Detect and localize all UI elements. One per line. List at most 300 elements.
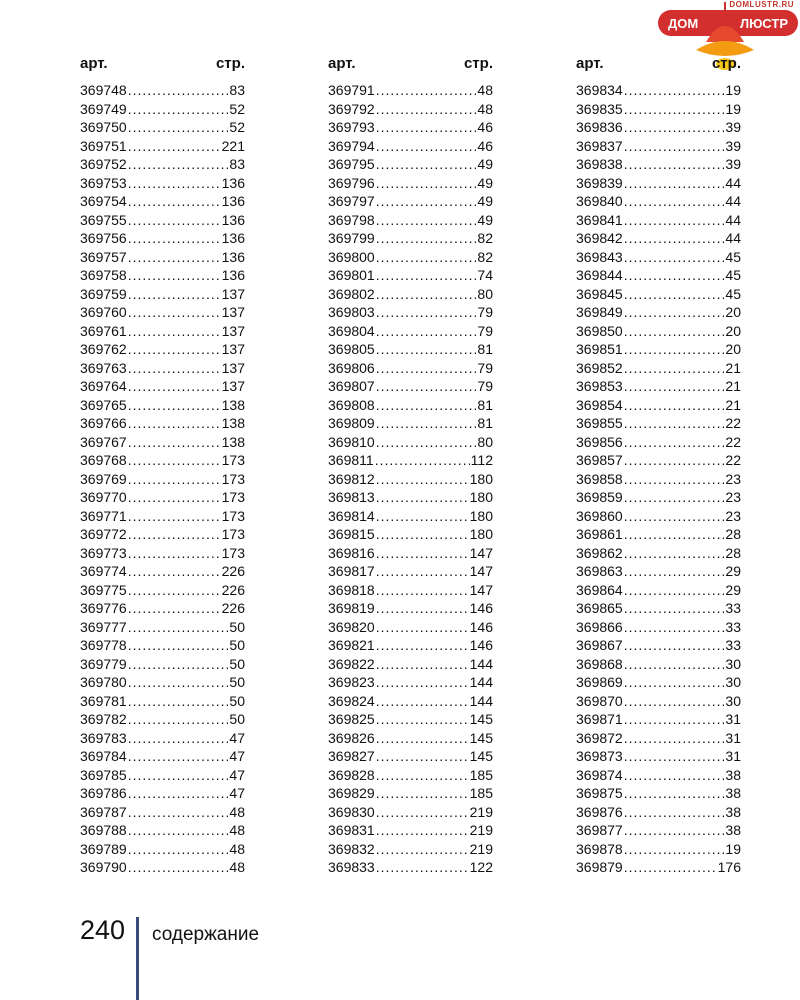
article-number: 369819: [328, 600, 375, 616]
dot-leader: [624, 303, 725, 322]
article-number: 369797: [328, 193, 375, 209]
index-row: [576, 747, 741, 766]
index-row: [576, 359, 741, 378]
dot-leader: [128, 599, 221, 618]
index-row: [576, 192, 741, 211]
page-ref: 79: [477, 359, 493, 376]
article-number: 369790: [80, 859, 127, 875]
dot-leader: [624, 211, 725, 230]
article-number: 369843: [576, 248, 623, 265]
index-row: [80, 766, 245, 785]
page-ref: 147: [469, 563, 493, 579]
index-row: [80, 618, 245, 637]
page-ref: 138: [221, 433, 245, 450]
dot-leader: [376, 636, 469, 655]
dot-leader: [128, 710, 229, 729]
dot-leader: [128, 137, 221, 156]
page-ref: 46: [477, 119, 493, 135]
dot-leader: [376, 211, 477, 230]
index-row: [328, 599, 493, 618]
article-number: 369807: [328, 378, 375, 394]
index-row: [80, 285, 245, 304]
page-ref: 219: [469, 840, 493, 857]
page-ref: 20: [725, 341, 741, 357]
dot-leader: [624, 544, 725, 563]
page-ref: 33: [725, 600, 741, 616]
index-row: [80, 858, 245, 877]
index-row: [328, 174, 493, 193]
page-ref: 23: [725, 470, 741, 487]
index-row: [80, 303, 245, 322]
index-row: [80, 433, 245, 452]
dot-leader: [624, 155, 725, 174]
index-row: [80, 673, 245, 692]
index-row: [80, 192, 245, 211]
article-number: 369872: [576, 729, 623, 746]
page-ref: 81: [477, 415, 493, 431]
index-row: [576, 414, 741, 433]
article-number: 369866: [576, 618, 623, 635]
page-ref: 144: [469, 655, 493, 672]
dot-leader: [376, 562, 469, 581]
page-ref: 30: [725, 655, 741, 672]
index-row: [328, 470, 493, 489]
header-page: стр.: [215, 55, 245, 72]
page-ref: 23: [725, 489, 741, 505]
article-number: 369775: [80, 581, 127, 598]
dot-leader: [128, 636, 229, 655]
dot-leader: [128, 488, 221, 507]
index-row: [80, 488, 245, 507]
index-row: [576, 766, 741, 785]
index-row: [328, 100, 493, 119]
dot-leader: [128, 858, 229, 877]
article-number: 369829: [328, 785, 375, 801]
index-row: [80, 581, 245, 600]
column-header: [328, 55, 493, 81]
dot-leader: [128, 525, 221, 544]
article-number: 369811: [328, 452, 374, 468]
article-number: 369821: [328, 637, 375, 653]
article-number: 369761: [80, 322, 127, 339]
article-number: 369752: [80, 156, 127, 172]
dot-leader: [624, 414, 725, 433]
article-number: 369868: [576, 655, 623, 672]
dot-leader: [128, 118, 229, 137]
index-rows: [576, 81, 741, 877]
article-number: 369791: [328, 82, 375, 98]
article-number: 369841: [576, 211, 623, 228]
index-row: [328, 784, 493, 803]
page-ref: 49: [477, 156, 493, 172]
dot-leader: [624, 322, 725, 341]
page-ref: 45: [725, 248, 741, 265]
index-row: [328, 451, 493, 470]
page-ref: 136: [221, 193, 245, 209]
dot-leader: [376, 821, 469, 840]
article-number: 369864: [576, 581, 623, 598]
article-number: 369857: [576, 452, 623, 468]
header-art: арт.: [328, 55, 356, 72]
index-row: [80, 803, 245, 822]
article-number: 369826: [328, 729, 375, 746]
index-row: [328, 229, 493, 248]
article-number: 369796: [328, 174, 375, 191]
page-ref: 44: [725, 174, 741, 191]
logo-text-left: ДОМ: [668, 15, 699, 31]
index-row: [80, 81, 245, 100]
page-ref: 50: [229, 618, 245, 635]
article-number: 369831: [328, 822, 375, 838]
dot-leader: [128, 174, 221, 193]
article-number: 369859: [576, 489, 623, 505]
article-number: 369750: [80, 119, 127, 135]
dot-leader: [128, 155, 229, 174]
page-ref: 145: [469, 729, 493, 746]
article-number: 369879: [576, 859, 623, 875]
page-ref: 176: [717, 859, 741, 875]
dot-leader: [624, 747, 725, 766]
index-rows: [328, 81, 493, 877]
index-rows: [80, 81, 245, 877]
article-number: 369765: [80, 396, 127, 413]
article-number: 369808: [328, 396, 375, 413]
article-number: 369862: [576, 544, 623, 561]
page-ref: 137: [221, 359, 245, 376]
dot-leader: [128, 303, 221, 322]
dot-leader: [128, 451, 221, 470]
index-row: [328, 322, 493, 341]
index-row: [328, 340, 493, 359]
page-ref: 180: [469, 489, 493, 505]
dot-leader: [624, 451, 725, 470]
index-row: [576, 673, 741, 692]
article-number: 369830: [328, 803, 375, 820]
index-row: [80, 525, 245, 544]
logo-text-right: ЛЮСТР: [739, 15, 788, 31]
dot-leader: [128, 729, 229, 748]
page-ref: 39: [725, 119, 741, 135]
page-number: 240: [80, 915, 126, 945]
index-row: [328, 303, 493, 322]
dot-leader: [376, 303, 477, 322]
index-row: [80, 784, 245, 803]
index-row: [328, 618, 493, 637]
page-ref: 50: [229, 674, 245, 690]
dot-leader: [128, 655, 229, 674]
index-row: [80, 396, 245, 415]
dot-leader: [376, 747, 469, 766]
dot-leader: [624, 137, 725, 156]
article-number: 369793: [328, 119, 375, 135]
footer-divider: [136, 917, 139, 1000]
dot-leader: [624, 562, 725, 581]
article-number: 369757: [80, 248, 127, 265]
dot-leader: [624, 248, 725, 267]
article-number: 369774: [80, 563, 127, 579]
article-number: 369810: [328, 433, 375, 450]
index-row: [576, 562, 741, 581]
dot-leader: [624, 396, 725, 415]
article-number: 369758: [80, 267, 127, 283]
dot-leader: [624, 821, 725, 840]
index-row: [576, 118, 741, 137]
article-number: 369861: [576, 526, 623, 542]
page-ref: 173: [221, 526, 245, 542]
article-number: 369779: [80, 655, 127, 672]
page-ref: 146: [469, 637, 493, 653]
article-number: 369827: [328, 748, 375, 764]
index-row: [80, 229, 245, 248]
dot-leader: [624, 507, 725, 526]
article-number: 369854: [576, 396, 623, 413]
article-number: 369782: [80, 711, 127, 727]
article-number: 369760: [80, 304, 127, 320]
dot-leader: [376, 396, 477, 415]
dot-leader: [376, 155, 477, 174]
dot-leader: [376, 192, 477, 211]
article-number: 369801: [328, 267, 375, 283]
dot-leader: [624, 618, 725, 637]
dot-leader: [376, 266, 477, 285]
dot-leader: [624, 470, 725, 489]
dot-leader: [376, 692, 469, 711]
article-number: 369869: [576, 674, 623, 690]
page-ref: 80: [477, 433, 493, 450]
page-ref: 136: [221, 267, 245, 283]
index-row: [80, 414, 245, 433]
dot-leader: [128, 747, 229, 766]
index-row: [576, 211, 741, 230]
index-row: [328, 747, 493, 766]
index-row: [328, 248, 493, 267]
page-ref: 180: [469, 470, 493, 487]
page-ref: 138: [221, 396, 245, 413]
index-row: [576, 174, 741, 193]
index-row: [80, 544, 245, 563]
index-row: [80, 840, 245, 859]
index-row: [80, 692, 245, 711]
page-ref: 48: [477, 100, 493, 117]
index-row: [576, 544, 741, 563]
dot-leader: [376, 673, 469, 692]
index-column-3: [576, 55, 741, 877]
logo-site: DOMLUSTR.RU: [729, 0, 794, 9]
page-ref: 28: [725, 544, 741, 561]
page-ref: 180: [469, 507, 493, 524]
index-row: [328, 414, 493, 433]
page-ref: 226: [221, 600, 245, 616]
index-row: [328, 803, 493, 822]
index-column-2: [328, 55, 493, 877]
dot-leader: [128, 396, 221, 415]
page-ref: 31: [725, 711, 741, 727]
article-number: 369849: [576, 304, 623, 320]
index-row: [328, 155, 493, 174]
dot-leader: [128, 414, 221, 433]
article-number: 369766: [80, 415, 127, 431]
article-number: 369785: [80, 766, 127, 783]
page-ref: 22: [725, 415, 741, 431]
page-ref: 79: [477, 378, 493, 394]
index-row: [328, 266, 493, 285]
dot-leader: [376, 507, 469, 526]
page-ref: 137: [221, 285, 245, 302]
index-row: [576, 821, 741, 840]
article-number: 369788: [80, 822, 127, 838]
article-number: 369875: [576, 785, 623, 801]
article-number: 369754: [80, 193, 127, 209]
index-row: [80, 655, 245, 674]
dot-leader: [376, 729, 469, 748]
page-ref: 82: [477, 230, 493, 246]
index-row: [576, 618, 741, 637]
index-row: [80, 747, 245, 766]
page-ref: 144: [469, 674, 493, 690]
index-row: [576, 488, 741, 507]
index-row: [80, 377, 245, 396]
article-number: 369836: [576, 119, 623, 135]
article-number: 369852: [576, 359, 623, 376]
page-ref: 79: [477, 322, 493, 339]
dot-leader: [376, 414, 477, 433]
article-number: 369783: [80, 729, 127, 746]
index-row: [328, 673, 493, 692]
index-row: [80, 266, 245, 285]
page-ref: 80: [477, 285, 493, 302]
dot-leader: [376, 340, 477, 359]
article-number: 369769: [80, 470, 127, 487]
dot-leader: [376, 433, 477, 452]
dot-leader: [624, 174, 725, 193]
index-row: [328, 285, 493, 304]
article-number: 369823: [328, 674, 375, 690]
page-ref: 79: [477, 304, 493, 320]
dot-leader: [624, 266, 725, 285]
page-ref: 136: [221, 230, 245, 246]
article-number: 369838: [576, 156, 623, 172]
article-number: 369809: [328, 415, 375, 431]
page-ref: 226: [221, 581, 245, 598]
dot-leader: [128, 359, 221, 378]
page-ref: 147: [469, 544, 493, 561]
index-row: [576, 581, 741, 600]
article-number: 369762: [80, 341, 127, 357]
dot-leader: [624, 285, 725, 304]
dot-leader: [128, 266, 221, 285]
article-number: 369858: [576, 470, 623, 487]
index-row: [576, 100, 741, 119]
dot-leader: [376, 100, 477, 119]
dot-leader: [376, 359, 477, 378]
dot-leader: [624, 692, 725, 711]
index-row: [328, 655, 493, 674]
page-ref: 137: [221, 322, 245, 339]
page-ref: 45: [725, 267, 741, 283]
index-row: [576, 81, 741, 100]
dot-leader: [128, 581, 221, 600]
dot-leader: [128, 840, 229, 859]
dot-leader: [624, 525, 725, 544]
article-number: 369755: [80, 211, 127, 228]
index-row: [576, 340, 741, 359]
article-number: 369776: [80, 600, 127, 616]
article-number: 369787: [80, 803, 127, 820]
index-row: [576, 322, 741, 341]
page-ref: 112: [470, 452, 493, 468]
page-ref: 19: [725, 840, 741, 857]
page-ref: 29: [725, 581, 741, 598]
page-ref: 138: [221, 415, 245, 431]
dot-leader: [128, 544, 221, 563]
page-ref: 31: [725, 748, 741, 764]
index-row: [80, 340, 245, 359]
index-row: [328, 525, 493, 544]
article-number: 369855: [576, 415, 623, 431]
dot-leader: [376, 858, 469, 877]
dot-leader: [624, 100, 725, 119]
article-number: 369805: [328, 341, 375, 357]
index-row: [80, 155, 245, 174]
article-number: 369813: [328, 489, 375, 505]
article-number: 369777: [80, 618, 127, 635]
page-ref: 33: [725, 637, 741, 653]
article-number: 369751: [80, 137, 127, 154]
article-number: 369878: [576, 840, 623, 857]
page-ref: 19: [725, 82, 741, 98]
article-number: 369828: [328, 766, 375, 783]
page-ref: 52: [229, 100, 245, 117]
index-row: [80, 507, 245, 526]
page-ref: 38: [725, 822, 741, 838]
index-row: [328, 581, 493, 600]
page-ref: 47: [229, 729, 245, 746]
article-number: 369780: [80, 674, 127, 690]
dot-leader: [376, 118, 477, 137]
dot-leader: [624, 340, 725, 359]
article-number: 369860: [576, 507, 623, 524]
page-ref: 173: [221, 489, 245, 505]
header-art: арт.: [80, 55, 108, 72]
article-number: 369814: [328, 507, 375, 524]
article-number: 369799: [328, 230, 375, 246]
page-ref: 83: [229, 82, 245, 98]
dot-leader: [376, 229, 477, 248]
page-ref: 48: [477, 82, 493, 98]
article-number: 369876: [576, 803, 623, 820]
index-row: [576, 155, 741, 174]
page-ref: 145: [469, 711, 493, 727]
index-row: [328, 766, 493, 785]
index-row: [576, 137, 741, 156]
page-ref: 48: [229, 803, 245, 820]
dot-leader: [624, 673, 725, 692]
page-ref: 185: [469, 785, 493, 801]
page-ref: 46: [477, 137, 493, 154]
article-number: 369794: [328, 137, 375, 154]
dot-leader: [624, 433, 725, 452]
article-number: 369870: [576, 692, 623, 709]
index-row: [328, 729, 493, 748]
dot-leader: [624, 581, 725, 600]
dot-leader: [128, 821, 229, 840]
page-ref: 83: [229, 156, 245, 172]
article-number: 369867: [576, 637, 623, 653]
article-number: 369764: [80, 378, 127, 394]
page-ref: 21: [725, 359, 741, 376]
dot-leader: [376, 285, 477, 304]
dot-leader: [624, 729, 725, 748]
